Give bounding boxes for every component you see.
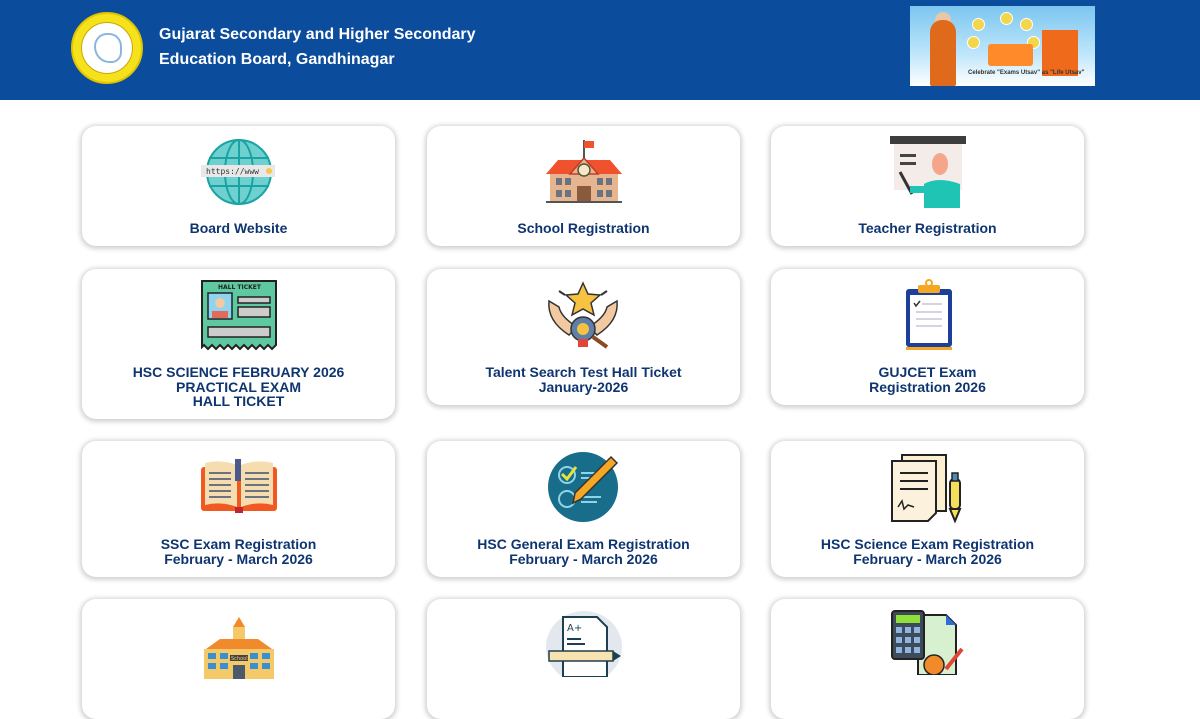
pariksha-pe-charcha-banner[interactable] [910,6,1095,86]
card-fee-payment[interactable] [771,599,1084,719]
card-label: HSC Science Exam Registration [820,536,1035,552]
talent-star-hands-icon [545,277,623,351]
svg-text:HALL TICKET: HALL TICKET [217,284,261,291]
card-hsc-general-exam-registration[interactable] [427,441,740,577]
card-label: January-2026 [538,378,629,395]
card-label: HALL TICKET [192,393,285,409]
card-label: PRACTICAL EXAM [176,378,301,395]
card-grade-result[interactable] [427,599,740,719]
card-school-portal[interactable] [82,599,395,719]
clipboard-icon [898,279,958,351]
card-label: HSC General Exam Registration [477,536,690,552]
svg-text:A+: A+ [566,623,582,634]
card-label: SSC Exam Registration [160,536,317,552]
svg-text:https://www: https://www [205,167,259,176]
card-label: School Registration [517,220,650,236]
site-header [0,0,1200,100]
globe-www-icon [201,138,277,206]
svg-text:School: School [230,656,248,662]
card-school-registration[interactable] [427,126,740,246]
card-label: February - March 2026 [509,550,658,567]
gseb-logo-icon[interactable] [71,12,143,84]
site-title-line2: Education Board, Gandhinagar [159,51,395,68]
hall-ticket-icon [200,279,278,351]
card-label: Registration 2026 [869,378,986,395]
card-label: February - March 2026 [853,550,1002,567]
card-talent-search-hall-ticket[interactable] [427,269,740,405]
site-title [159,22,476,72]
card-board-website[interactable] [82,126,395,246]
checklist-pencil-icon [545,451,623,523]
banner-event-logo [988,44,1033,66]
card-label: Board Website [189,220,288,236]
card-ssc-exam-registration[interactable] [82,441,395,577]
card-label: HSC SCIENCE FEBRUARY 2026 [132,364,345,380]
banner-caption: Celebrate "Exams Utsav" as "Life Utsav" [968,70,1085,76]
card-hsc-science-exam-registration[interactable] [771,441,1084,577]
school-tower-icon [200,617,278,679]
teacher-board-icon [888,136,968,208]
card-gujcet-registration[interactable] [771,269,1084,405]
card-label: Teacher Registration [858,220,997,236]
fee-calculator-icon [888,609,968,675]
site-title-line1: Gujarat Secondary and Higher Secondary [159,26,476,43]
school-building-icon [544,138,624,206]
open-book-icon [199,459,279,515]
card-teacher-registration[interactable] [771,126,1084,246]
card-hsc-science-practical-hall-ticket[interactable] [82,269,395,419]
card-label: February - March 2026 [164,550,313,567]
card-label: GUJCET Exam [878,364,977,380]
document-pen-icon [888,451,968,525]
grade-sheet-icon [545,611,623,677]
card-label: Talent Search Test Hall Ticket [485,364,682,380]
